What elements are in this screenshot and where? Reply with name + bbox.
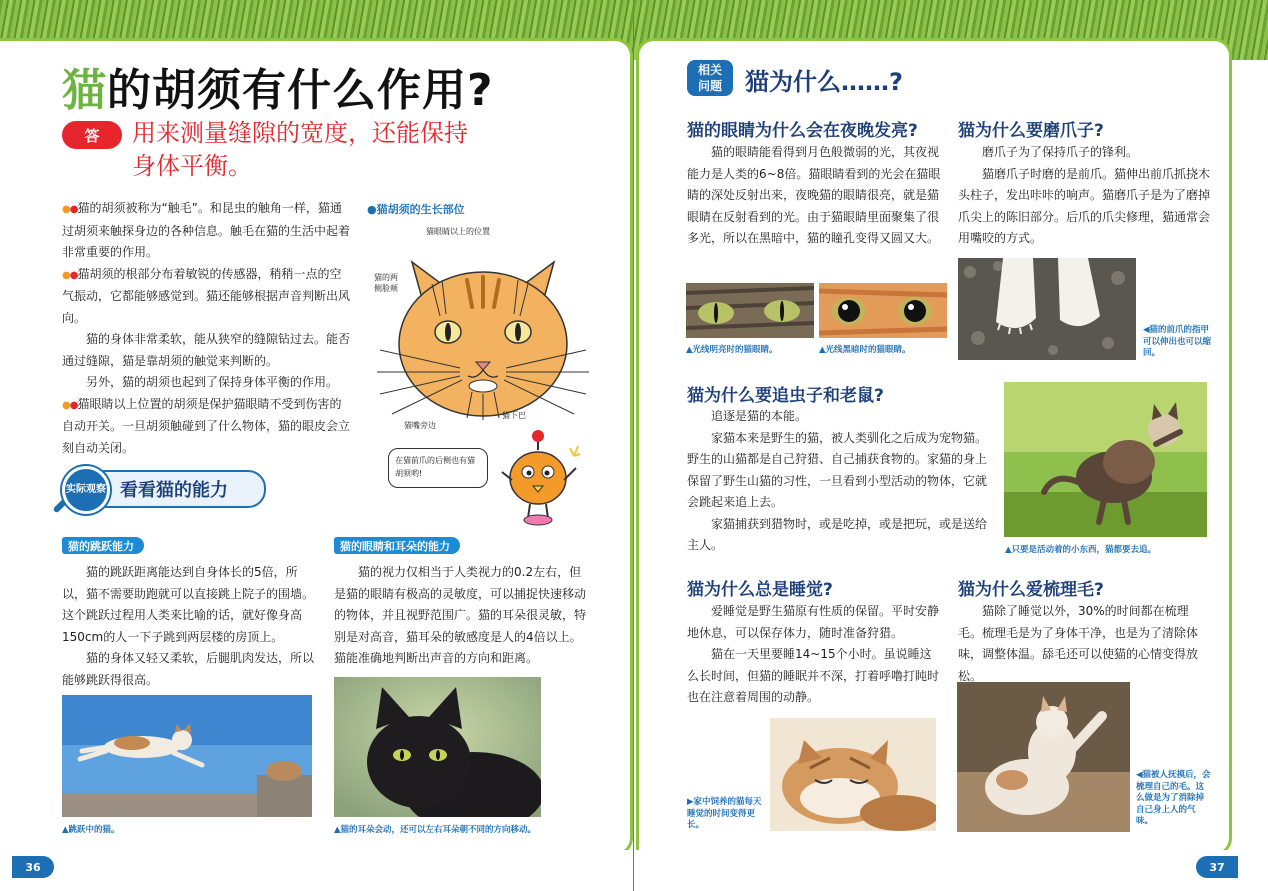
answer-line-1: 用来测量缝隙的宽度，还能保持 [132,119,468,147]
q-eyes-heading: 猫的眼睛为什么会在夜晚发亮? [687,121,918,141]
label-chin: 猫下巴 [502,411,526,420]
paragraph [62,394,350,460]
page-title [62,54,494,118]
q-claws-text [958,142,1210,250]
dark-eyes-caption: ▲光线黑暗时的猫眼睛。 [819,345,911,355]
paragraph: 家猫本来是野生的猫，被人类驯化之后成为宠物猫。野生的山猫都是自己狩猎、自己捕获食物的。家猫的身上保留了野生山猫的习性，一旦看到小型活动的物体，它就会跳起来追上去。 [687,430,988,509]
q-chase-heading: 猫为什么要追虫子和老鼠? [687,386,884,406]
page-number-left: 36 [12,856,54,878]
speech-bubble: 在猫前爪的后侧也有猫胡须哟! [388,448,488,488]
diagram-title: ●猫胡须的生长部位 [367,203,465,216]
cat-paws-photo [958,258,1136,360]
paragraph: 追逐是猫的本能。 [711,409,808,423]
whisker-intro-text [62,198,350,459]
black-cat-caption: ▲猫的耳朵会动，还可以左右耳朵朝不同的方向移动。 [334,825,537,835]
answer-text [132,117,552,183]
q-groom-heading: 猫为什么爱梳理毛? [958,580,1104,600]
sleep-caption: ▶家中饲养的猫每天睡觉的时间变得更长。 [687,797,762,830]
groom-caption: ◀猫被人抚摸后，会梳理自己的毛。这么做是为了消除掉自己身上人的气味。 [1136,770,1211,826]
paragraph: 猫的跳跃距离能达到自身体长的5倍，所以，猫不需要助跑就可以直接跳上院子的围墙。这个跳跃过程用人类来比喻的话，就好像身高150cm的人一下子跳到两层楼的房顶上。 [62,565,315,644]
paragraph-text: 猫胡须的根部分布着敏锐的传感器，稍稍一点的空气振动，它都能够感觉到。猫还能够根据声音判断出风向。 [62,266,351,325]
magnifier-icon: 实际观察 [62,466,110,514]
paragraph: 另外，猫的胡须也起到了保持身体平衡的作用。 [86,375,339,389]
related-badge-line1: 相关 [697,63,722,77]
bullet-dots-icon: ●● [62,399,78,411]
related-badge-line2: 问题 [697,79,722,93]
eyes-ears-tag: 猫的眼睛和耳朵的能力 [334,537,460,554]
paragraph: 猫磨爪子时磨的是前爪。猫伸出前爪抓挠木头柱子，发出咔咔的响声。猫磨爪子是为了磨掉爪尖上的陈旧部分。后爪的爪尖修理，猫通常会用嘴咬的方式。 [958,166,1211,245]
cat-eyes-dark-photo [819,283,947,338]
section-title: 看看猫的能力 [120,480,228,501]
title-highlight: 猫 [62,65,107,116]
paragraph: 家猫捕获到猎物时，或是吃掉，或是把玩，或是送给主人。 [687,516,988,552]
black-cat-photo [334,677,541,817]
bullet-dots-icon: ●● [62,204,78,215]
related-title: 猫为什么……? [745,68,903,96]
bullet-dots-icon: ●● [62,269,78,281]
q-eyes-text [687,142,949,250]
jump-ability-text [62,562,314,691]
paragraph: 爱睡觉是野生猫原有性质的保留。平时安静地休息，可以保存体力，随时准备狩猎。 [687,604,940,640]
mascot-character [500,428,585,532]
paragraph: 猫的视力仅相当于人类视力的0.2左右，但是猫的眼睛有极高的灵敏度，可以捕捉快速移动的物体，并且视野范围广。猫的耳朵很灵敏，特别是对高音，猫耳朵的敏感度是人的4倍以上。猫能准确地判断出声音的方向和距离。 [334,565,587,665]
paragraph: 猫除了睡觉以外，30%的时间都在梳理毛。梳理毛是为了身体干净，也是为了清除体味，调整体温。舔毛还可以使猫的心情变得放松。 [958,604,1199,683]
paragraph: 磨爪子为了保持爪子的锋利。 [982,145,1139,159]
q-groom-text [958,601,1210,687]
sleeping-cat-photo [770,718,936,831]
jumping-cat-photo [62,695,312,817]
jump-photo-caption: ▲跳跃中的猫。 [62,825,120,835]
label-mouth: 猫嘴旁边 [404,421,436,430]
grooming-cat-photo [957,682,1130,832]
label-above-eye: 猫眼睛以上的位置 [426,227,490,236]
q-chase-text [687,406,989,557]
paws-caption: ◀猫的前爪的指甲可以伸出也可以缩回。 [1143,325,1212,358]
paragraph: 猫的身体非常柔软，能从狭窄的缝隙钻过去。能否通过缝隙，猫是靠胡须的触觉来判断的。 [62,332,351,368]
page-number-right: 37 [1196,856,1238,878]
q-sleep-heading: 猫为什么总是睡觉? [687,580,833,600]
title-rest: 的胡须有什么作用? [107,65,494,116]
paragraph: 猫的眼睛能看得到月色般微弱的光，其夜视能力是人类的6~8倍。猫眼睛看到的光会在猫眼睛的深处反射出来，夜晚猫的眼睛很亮，就是猫眼睛在反射看到的光。由于猫眼睛里面聚集了很多光，所以在黑暗中，猫的瞳孔变得又圆又大。 [687,145,941,245]
paragraph-text: 猫眼睛以上位置的胡须是保护猫眼睛不受到伤害的自动开关。一旦胡须触碰到了什么物体，猫的眼皮会立刻自动关闭。 [62,396,351,455]
bottom-band [0,850,1268,891]
paragraph [62,198,350,264]
q-claws-heading: 猫为什么要磨爪子? [958,121,1104,141]
chase-caption: ▲只要是活动着的小东西，猫都要去追。 [1005,545,1157,555]
paragraph: 猫的身体又轻又柔软，后腿肌肉发达，所以能够跳跃得很高。 [62,651,315,687]
q-sleep-text [687,601,939,709]
eyes-ears-text [334,562,590,670]
jump-ability-tag: 猫的跳跃能力 [62,537,144,554]
book-spine [633,0,634,891]
cat-eyes-bright-photo [686,283,814,338]
bright-eyes-caption: ▲光线明亮时的猫眼睛。 [686,345,778,355]
label-cheeks: 猫的两侧脸颊 [374,273,398,293]
cat-chasing-photo [1004,382,1207,537]
related-badge [687,60,733,96]
answer-badge: 答 [62,121,122,149]
paragraph: 猫在一天里要睡14~15个小时。虽说睡这么长时间，但猫的睡眠并不深，打着呼噜打盹时也在注意着周围的动静。 [687,647,940,704]
paragraph [62,264,350,330]
cat-whisker-diagram [372,222,592,441]
paragraph-text: 猫的胡须被称为“触毛”。和昆虫的触角一样，猫通过胡须来触探身边的各种信息。触毛在猫的生活中起着非常重要的作用。 [62,201,351,259]
answer-line-2: 身体平衡。 [132,152,252,180]
